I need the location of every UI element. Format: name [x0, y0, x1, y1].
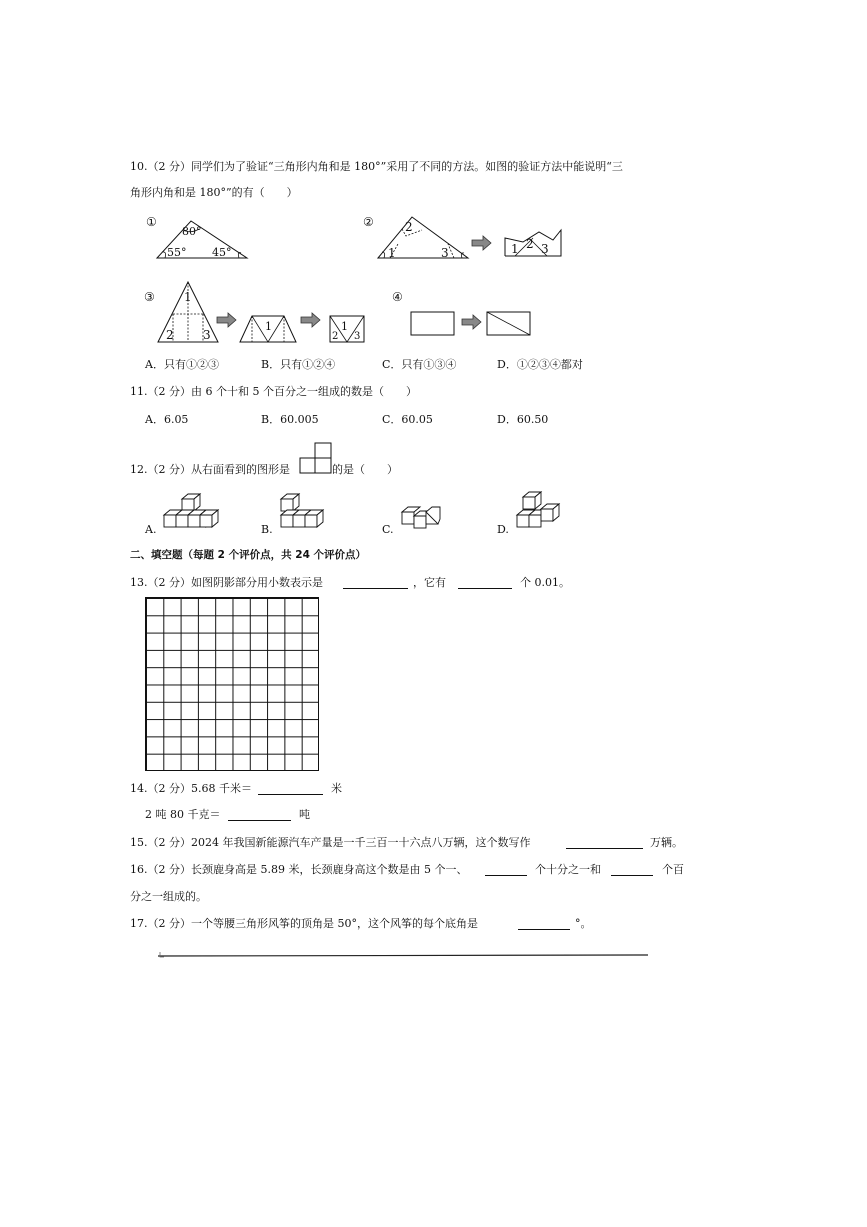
q10-line2: 角形内角和是 180°”的有（ ）: [130, 186, 298, 199]
q11-option-c[interactable]: C．60.05: [382, 413, 433, 426]
hundred-grid: [145, 597, 319, 771]
q13-blank-1[interactable]: [343, 578, 408, 589]
q16-line1-b: 个十分之一和: [535, 863, 601, 876]
fig2-angle-3: 3: [441, 246, 449, 260]
q11-option-a[interactable]: A．6.05: [145, 413, 189, 426]
fig-label-1: ①: [146, 215, 157, 229]
q10-option-b[interactable]: B．只有①②④: [261, 358, 336, 371]
fig3b-2: 2: [332, 331, 339, 342]
rectangle-diagonal-figure-4: [486, 311, 532, 337]
q13-part2: ，它有: [413, 576, 446, 589]
q12-text-before: 12.（2 分）从右面看到的图形是: [130, 463, 290, 476]
q12-option-a[interactable]: A.: [145, 523, 157, 536]
fig3b-3: 3: [354, 331, 361, 342]
arrow-icon: [301, 313, 321, 327]
bottom-divider: [158, 950, 650, 960]
q13-part1: 13.（2 分）如图阴影部分用小数表示是: [130, 576, 323, 589]
q17-blank[interactable]: [518, 919, 570, 930]
q16-line2: 分之一组成的。: [130, 890, 207, 903]
q14-blank-1[interactable]: [258, 784, 323, 795]
q14-line1-a: 14.（2 分）5.68 千米＝: [130, 782, 252, 795]
arrow-icon: [217, 313, 237, 327]
q16-blank-1[interactable]: [485, 865, 527, 876]
q14-blank-2[interactable]: [228, 810, 291, 821]
q17-part1: 17.（2 分）一个等腰三角形风筝的顶角是 50°，这个风筝的每个底角是: [130, 917, 478, 930]
q10-line1: 10.（2 分）同学们为了验证“三角形内角和是 180°”采用了不同的方法。如图的验证方法中能说明“三: [130, 160, 623, 173]
arrow-icon: [472, 236, 492, 250]
fig2-angle-1: 1: [388, 246, 396, 260]
cube-stack-a-icon: [162, 493, 220, 533]
view-shape-icon: [299, 442, 333, 476]
fig-label-4: ④: [392, 290, 403, 304]
fig3-angle-3: 3: [203, 328, 211, 342]
section-2-title: 二、填空题（每题 2 个评价点，共 24 个评价点）: [130, 549, 367, 561]
q16-line1-a: 16.（2 分）长颈鹿身高是 5.89 米，长颈鹿身高这个数是由 5 个一、: [130, 863, 468, 876]
q16-line1-c: 个百: [662, 863, 684, 876]
q12-option-b[interactable]: B.: [261, 523, 273, 536]
q10-option-c[interactable]: C．只有①③④: [382, 358, 457, 371]
fig3-angle-2: 2: [166, 328, 174, 342]
q11-option-d[interactable]: D．60.50: [497, 413, 549, 426]
q10-option-d[interactable]: D．①②③④都对: [497, 358, 583, 371]
q10-option-a[interactable]: A．只有①②③: [145, 358, 219, 371]
q13-blank-2[interactable]: [458, 578, 512, 589]
fig2-angle-2: 2: [405, 220, 413, 234]
q15-part2: 万辆。: [650, 836, 683, 849]
fig-label-3: ③: [144, 290, 155, 304]
q15-part1: 15.（2 分）2024 年我国新能源汽车产量是一千三百一十六点八万辆，这个数写作: [130, 836, 531, 849]
q16-blank-2[interactable]: [611, 865, 653, 876]
angle-80: 80°: [182, 225, 202, 238]
q17-part2: °。: [575, 917, 592, 930]
fig2b-1: 1: [511, 242, 519, 256]
q12-option-c[interactable]: C.: [382, 523, 394, 536]
q12-text-after: 的是（ ）: [332, 463, 398, 476]
fig3b-1: 1: [341, 320, 348, 333]
cube-stack-c-icon: [400, 502, 444, 534]
q14-line2-a: 2 吨 80 千克＝: [145, 808, 221, 821]
cube-stack-d-icon: [515, 489, 563, 533]
fig2b-3: 3: [541, 242, 549, 256]
q14-line2-b: 吨: [299, 808, 310, 821]
q12-option-d[interactable]: D.: [497, 523, 509, 536]
cube-stack-b-icon: [279, 493, 325, 533]
q11-option-b[interactable]: B．60.005: [261, 413, 319, 426]
q11-text: 11.（2 分）由 6 个十和 5 个百分之一组成的数是（ ）: [130, 385, 417, 398]
q15-blank[interactable]: [566, 838, 643, 849]
q13-part3: 个 0.01。: [520, 576, 570, 589]
angle-55: 55°: [167, 246, 187, 259]
fig3-angle-1: 1: [184, 290, 192, 304]
arrow-icon: [462, 315, 482, 329]
fig2b-2: 2: [526, 237, 534, 251]
angle-45: 45°: [212, 246, 232, 259]
fig3a-1: 1: [265, 320, 272, 333]
q14-line1-b: 米: [331, 782, 342, 795]
rectangle-figure-4: [410, 311, 456, 337]
fig-label-2: ②: [363, 215, 374, 229]
